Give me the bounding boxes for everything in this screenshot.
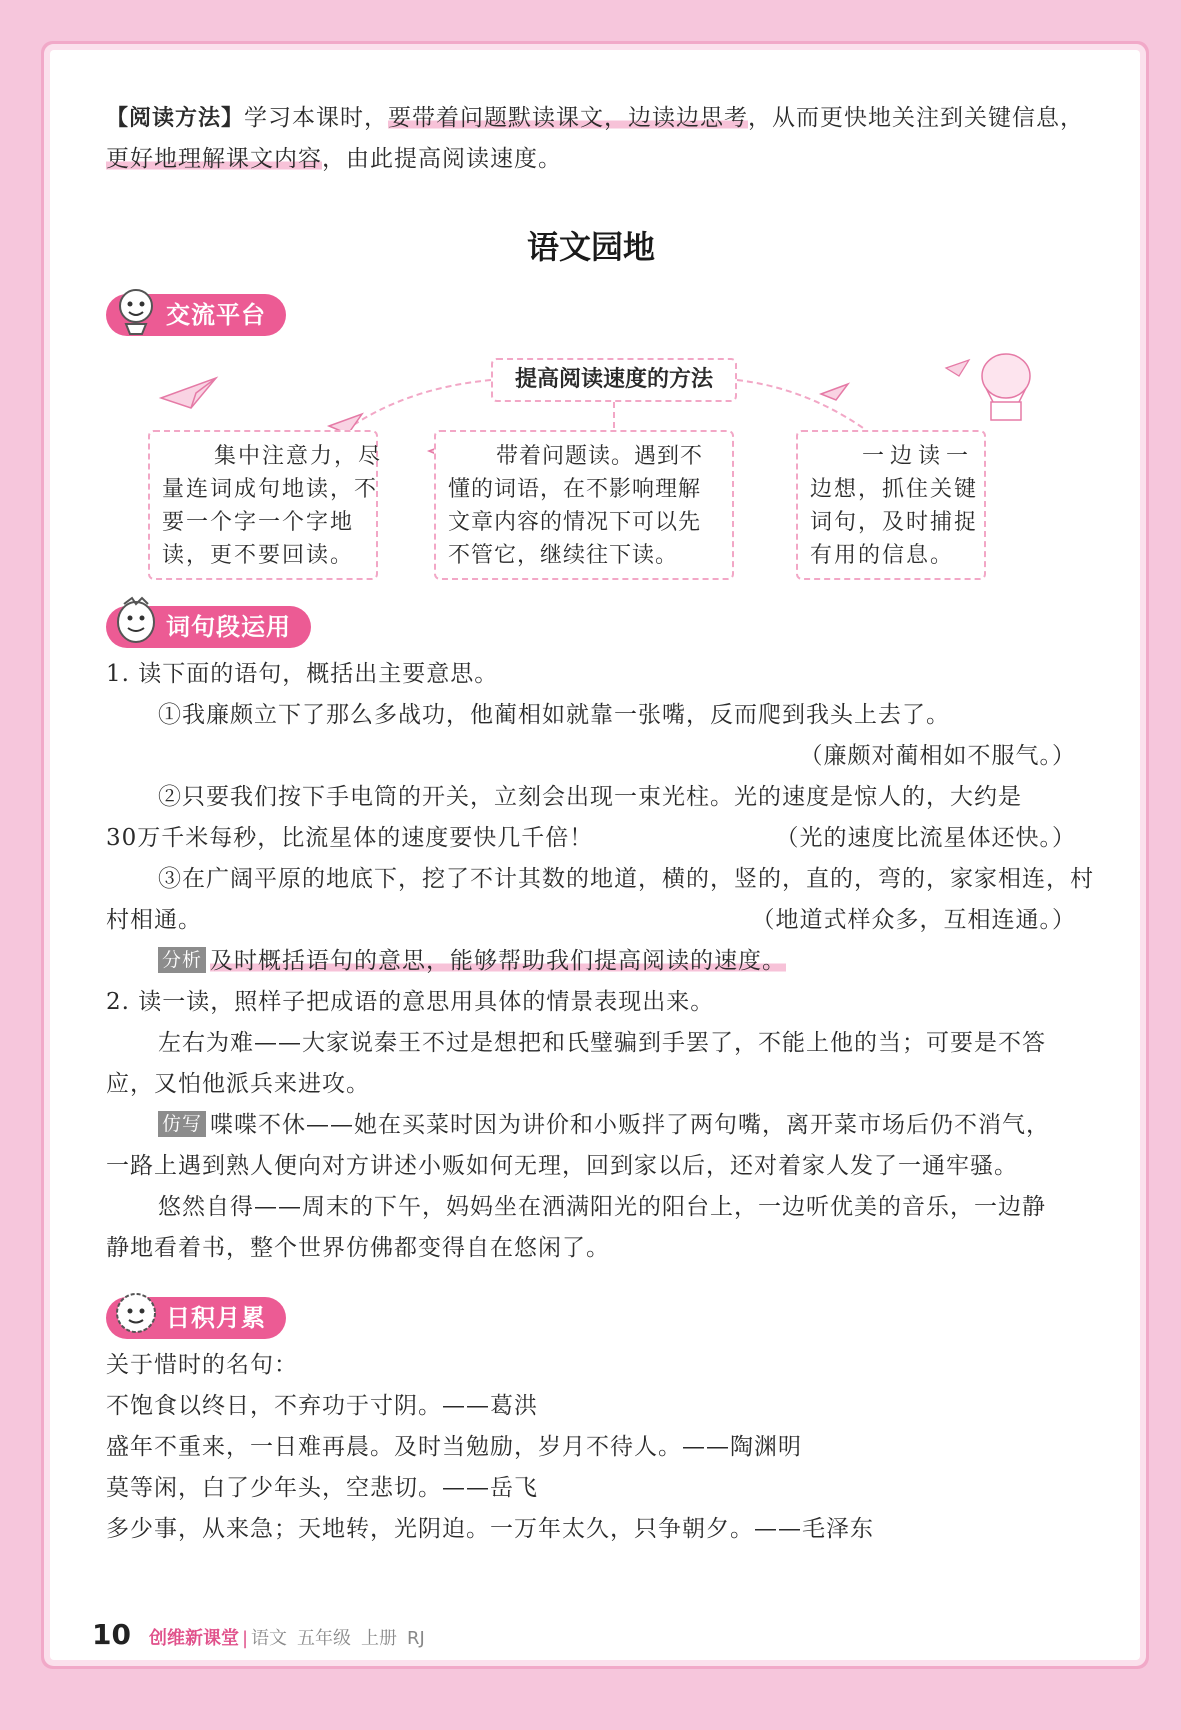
method-box-3: 一边读一 边想，抓住关键 词句，及时捕捉 有用的信息。 [796, 430, 986, 580]
subject: 语文 [251, 1628, 288, 1649]
analysis-line: 分析 及时概括语句的意思，能够帮助我们提高阅读的速度。 [106, 941, 1076, 982]
question-1: 1. 读下面的语句，概括出主要意思。 [106, 661, 499, 687]
question-2: 2. 读一读，照样子把成语的意思用具体的情景表现出来。 [106, 989, 715, 1015]
section-header-exchange [106, 294, 1076, 338]
paper-plane-icon [156, 368, 226, 418]
imitation-1-line-1: 仿写 喋喋不休——她在买菜时因为讲价和小贩拌了两句嘴，离开菜市场后仍不消气， [106, 1105, 1076, 1146]
edition: RJ [407, 1628, 425, 1649]
example-line-2: 应，又怕他派兵来进攻。 [106, 1071, 370, 1097]
reading-method-label: 【阅读方法】 [106, 106, 245, 131]
page-number: 10 [92, 1618, 131, 1651]
answer-3: （地道式样众多，互相连通。） [751, 907, 1076, 933]
section-header-accumulation [106, 1297, 1076, 1341]
mascot-icon [112, 1287, 160, 1339]
mind-map [106, 348, 1076, 598]
sentence-3-line-2: 村相通。 （地道式样众多，互相连通。） [106, 900, 1076, 941]
reading-method-line-1: 【阅读方法】学习本课时，要带着问题默读课文，边读边思考，从而更快地关注到关键信息， [106, 105, 1085, 131]
section-header-usage [106, 606, 1076, 650]
usage-section-body [106, 654, 1094, 1269]
reading-method-line-2: 更好地理解课文内容，由此提高阅读速度。 [106, 146, 562, 172]
paper-plane-icon [818, 378, 852, 404]
section-title: 日积月累 [106, 1297, 286, 1339]
brand-name: 创维新课堂 [148, 1628, 239, 1649]
section-title: 交流平台 [106, 294, 286, 336]
grade: 五年级 [297, 1628, 352, 1649]
hot-air-balloon-icon [941, 348, 1041, 428]
page-content [106, 98, 1094, 1550]
quote-line: 盛年不重来，一日难再晨。及时当勉励，岁月不待人。——陶渊明 [106, 1434, 802, 1460]
quote-line: 不饱食以终日，不弃功于寸阴。——葛洪 [106, 1393, 538, 1419]
quote-line: 多少事，从来急；天地转，光阴迫。一万年太久，只争朝夕。——毛泽东 [106, 1516, 874, 1542]
example-line-1: 左右为难——大家说秦王不过是想把和氏璧骗到手罢了，不能上他的当；可要是不答 [158, 1030, 1046, 1056]
volume: 上册 [361, 1628, 398, 1649]
page-title: 语文园地 [526, 228, 655, 266]
mascot-icon [112, 596, 160, 648]
analysis-tag: 分析 [158, 947, 206, 973]
answer-1: （廉颇对蔺相如不服气。） [799, 743, 1076, 769]
method-box-2: 带着问题读。遇到不 懂的词语，在不影响理解 文章内容的情况下可以先 不管它，继续往下读。 [434, 430, 734, 580]
quotes-intro: 关于惜时的名句： [106, 1352, 298, 1378]
mind-map-center: 提高阅读速度的方法 [491, 358, 737, 402]
sentence-2-line-1: ②只要我们按下手电筒的开关，立刻会出现一束光柱。光的速度是惊人的，大约是 [158, 784, 1022, 810]
quote-line: 莫等闲，白了少年头，空悲切。——岳飞 [106, 1475, 538, 1501]
imitation-1-line-2: 一路上遇到熟人便向对方讲述小贩如何无理，回到家以后，还对着家人发了一通牢骚。 [106, 1153, 1018, 1179]
imitation-tag: 仿写 [158, 1111, 206, 1137]
method-box-1: 集中注意力，尽 量连词成句地读，不 要一个字一个字地 读，更不要回读。 [148, 430, 378, 580]
imitation-2-line-2: 静地看着书，整个世界仿佛都变得自在悠闲了。 [106, 1235, 610, 1261]
sentence-1: ①我廉颇立下了那么多战功，他蔺相如就靠一张嘴，反而爬到我头上去了。 [158, 702, 950, 728]
page-footer [92, 1618, 435, 1651]
imitation-2-line-1: 悠然自得——周末的下午，妈妈坐在洒满阳光的阳台上，一边听优美的音乐，一边静 [158, 1194, 1046, 1220]
section-title: 词句段运用 [106, 606, 311, 648]
sentence-3-line-1: ③在广阔平原的地底下，挖了不计其数的地道，横的，竖的，直的，弯的，家家相连，村 [158, 866, 1094, 892]
footer-separator: | [241, 1628, 249, 1649]
sentence-2-line-2: 30万千米每秒，比流星体的速度要快几千倍！ （光的速度比流星体还快。） [106, 818, 1076, 859]
quotes-section-body [106, 1345, 1076, 1550]
mascot-icon [112, 284, 160, 336]
answer-2: （光的速度比流星体还快。） [775, 825, 1076, 851]
